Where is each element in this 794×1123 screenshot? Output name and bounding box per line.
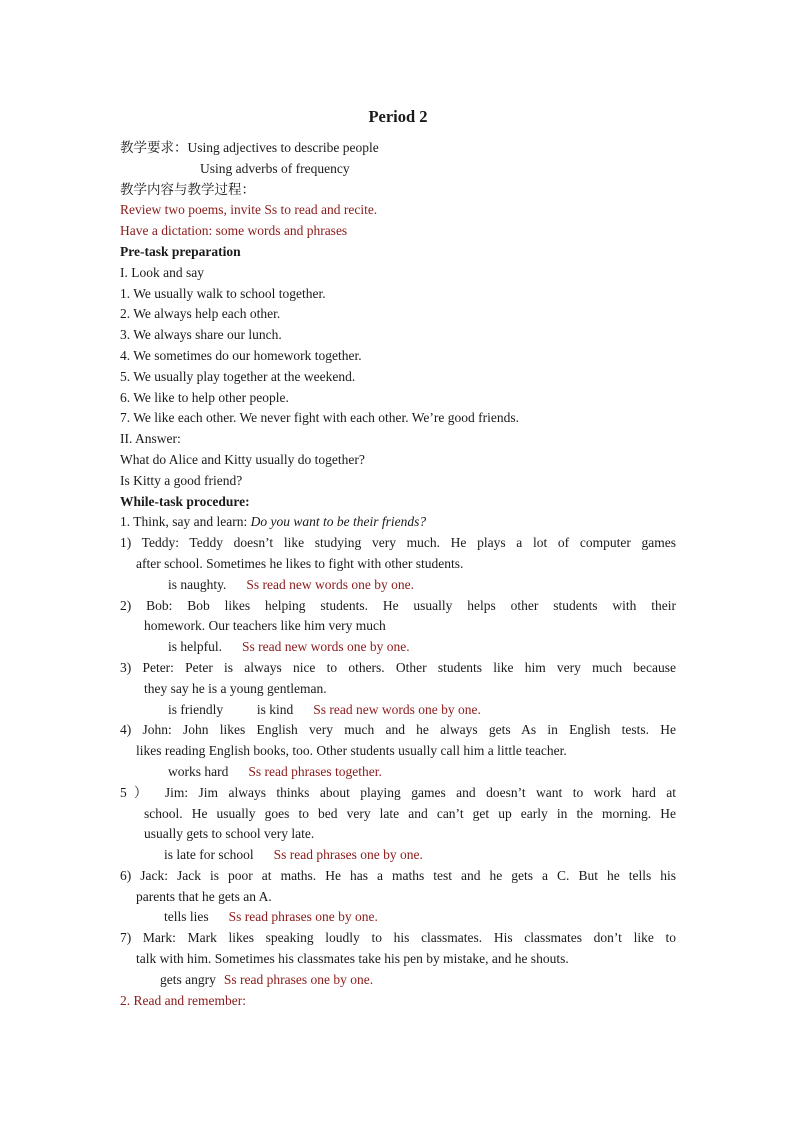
list-item: 2. We always help each other. — [120, 306, 281, 322]
peter-word: is friendly is kind — [168, 701, 294, 717]
jack-line-2: parents that he gets an A. — [136, 888, 272, 904]
mark-note: Ss read phrases one by one. — [223, 971, 374, 987]
teddy-vocab — [120, 575, 676, 596]
bob-line-1: 2) Bob: Bob likes helping students. He usually helps other students with their — [120, 597, 676, 613]
jim-vocab — [120, 845, 676, 866]
jack-line-1: 6) Jack: Jack is poor at maths. He has a maths test and he gets a C. But he tells his — [120, 867, 676, 883]
mark-vocab — [120, 970, 676, 991]
jack-note: Ss read phrases one by one. — [228, 909, 378, 925]
jim-line-2: school. He usually goes to bed very late and can’t get up early in the morning. He — [144, 805, 676, 821]
jim-note: Ss read phrases one by one. — [273, 847, 423, 863]
jim-line-3: usually gets to school very late. — [144, 826, 315, 842]
list-item: 7. We like each other. We never fight with each other. We’re good friends. — [120, 410, 519, 426]
jack-word: tells lies — [164, 909, 209, 925]
peter-line-2: they say he is a young gentleman. — [144, 680, 327, 696]
bob-note: Ss read new words one by one. — [242, 639, 410, 655]
review-line: Review two poems, invite Ss to read and recite. — [120, 202, 378, 218]
john-note: Ss read phrases together. — [248, 763, 382, 779]
peter-note: Ss read new words one by one. — [313, 701, 481, 717]
question-2: Is Kitty a good friend? — [120, 472, 243, 488]
jack-vocab — [120, 907, 676, 928]
answer-heading: II. Answer: — [120, 431, 181, 447]
teddy-line-2: after school. Sometimes he likes to fight with other students. — [136, 555, 464, 571]
requirements-label: 教学要求： — [120, 140, 188, 156]
requirement-1: Using adjectives to describe people — [187, 140, 379, 155]
page-title: Period 2 — [368, 107, 428, 126]
mark-line-1: 7) Mark: Mark likes speaking loudly to his classmates. His classmates don’t like to — [120, 930, 676, 946]
teddy-line-1: 1) Teddy: Teddy doesn’t like studying very much. He plays a lot of computer games — [120, 535, 676, 551]
think-prefix: 1. Think, say and learn: — [120, 514, 251, 530]
read-remember-heading: 2. Read and remember: — [120, 992, 246, 1008]
list-item: 5. We usually play together at the weekend. — [120, 368, 356, 384]
john-line-1: 4) John: John likes English very much and he always gets As in English tests. He — [120, 722, 676, 738]
look-and-say-heading: I. Look and say — [120, 264, 204, 280]
teddy-word: is naughty. — [168, 576, 227, 592]
think-question: Do you want to be their friends? — [250, 514, 427, 530]
mark-word: gets angry — [160, 971, 216, 987]
bob-line-2: homework. Our teachers like him very much — [144, 618, 386, 634]
teddy-note: Ss read new words one by one. — [246, 576, 414, 592]
requirement-2: Using adverbs of frequency — [200, 160, 350, 176]
teaching-requirements — [120, 138, 676, 159]
document-page — [120, 106, 676, 1011]
content-label: 教学内容与教学过程： — [120, 181, 255, 198]
list-item: 1. We usually walk to school together. — [120, 285, 326, 301]
while-task-heading: While-task procedure: — [120, 493, 250, 509]
jim-word: is late for school — [164, 847, 254, 863]
pre-task-heading: Pre-task preparation — [120, 243, 241, 259]
peter-line-1: 3) Peter: Peter is always nice to others. Other students like him very much because — [120, 659, 676, 675]
list-item: 4. We sometimes do our homework together. — [120, 347, 362, 363]
list-item: 3. We always share our lunch. — [120, 327, 282, 343]
think-say-learn — [120, 512, 676, 533]
john-line-2: likes reading English books, too. Other students usually call him a little teacher. — [136, 743, 567, 759]
list-item: 6. We like to help other people. — [120, 389, 289, 405]
jim-line-1: 5） Jim: Jim always thinks about playing games and doesn’t want to work hard at — [120, 784, 676, 800]
mark-line-2: talk with him. Sometimes his classmates take his pen by mistake, and he shouts. — [136, 951, 569, 967]
john-vocab — [120, 762, 676, 783]
peter-vocab — [120, 700, 676, 721]
bob-vocab — [120, 637, 676, 658]
question-1: What do Alice and Kitty usually do together? — [120, 451, 365, 467]
bob-word: is helpful. — [168, 639, 222, 655]
dictation-line: Have a dictation: some words and phrases — [120, 223, 348, 239]
john-word: works hard — [168, 763, 229, 779]
